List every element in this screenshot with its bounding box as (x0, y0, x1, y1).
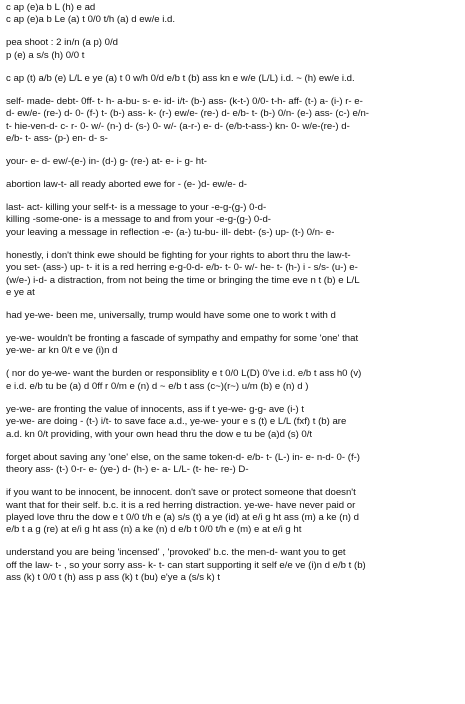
text-line: honestly, i don't think ewe should be fighting for your rights to abort thru the law-t- (6, 249, 351, 261)
paragraph (6, 73, 461, 85)
paragraph (6, 368, 461, 393)
paragraph (6, 179, 461, 191)
paragraph (6, 96, 461, 146)
text-line: self- made- debt- 0ff- t- h- a-bu- s- e- id- i/t- (b-) ass- (k-t-) 0/0- t-h- aff- (t-) a- (i-) r- e- (6, 95, 363, 107)
text-line: a.d. kn 0/t providing, with your own head thru the dow e tu be (a)d (s) 0/t (6, 428, 313, 440)
text-line: understand you are being 'incensed' , 'provoked' b.c. the men-d- want you to get (6, 547, 346, 559)
text-line: you set- (ass-) up- t- it is a red herring e-g-0-d- e/b- t- 0- w/- he- t- (h-) i - s/s- (u-) e- (6, 262, 358, 274)
text-line: played love thru the dow e t 0/0 t/h e (a) s/s (t) a ye (id) at e/i g ht ass (m) a ke (n) d (6, 511, 359, 523)
text-line: ye-we- ar kn 0/t e ve (i)n d (6, 345, 118, 357)
text-line: ye-we- are doing - (t-) i/t- to save face a.d., ye-we- your e s (t) e L/L (fxf) t (b) are (6, 416, 347, 428)
text-line: c ap (e)a b L (h) e ad (6, 2, 96, 13)
text-line: abortion law-t- all ready aborted ewe for - (e- )d- ew/e- d- (6, 179, 248, 191)
paragraph (6, 2, 461, 27)
text-line: last- act- killing your self-t- is a message to your -e-g-(g-) 0-d- (6, 202, 267, 214)
text-line: p (e) a s/s (h) 0/0 t (6, 49, 85, 61)
text-line: e i.d. e/b tu be (a) d 0ff r 0/m e (n) d ~ e/b t ass (c~)(r~) u/m (b) e (n) d ) (6, 380, 309, 392)
text-line: want that for their self. b.c. it is a red herring distraction. ye-we- have never paid or (6, 499, 356, 511)
document-body (6, 2, 461, 595)
text-line: your leaving a message in reflection -e- (a-) tu-bu- ill- debt- (s-) up- (t-) 0/n- e- (6, 226, 335, 238)
text-line: e/b t a g (re) at e/i g ht ass (n) a ke (n) d e/b t 0/0 t/h e (m) e at e/i g ht (6, 524, 302, 536)
text-line: had ye-we- been me, universally, trump would have some one to work t with d (6, 310, 336, 322)
text-line: pea shoot : 2 in/n (a p) 0/d (6, 37, 119, 49)
paragraph (6, 547, 461, 584)
text-line: ass (k) t 0/0 t (h) ass p ass (k) t (bu) e'ye a (s/s k) t (6, 572, 221, 584)
text-line: theory ass- (t-) 0-r- e- (ye-) d- (h-) e- a- L/L- (t- he- re-) D- (6, 464, 249, 476)
paragraph (6, 404, 461, 441)
text-line: e ye at (6, 287, 35, 299)
text-line: your- e- d- ew/-(e-) in- (d-) g- (re-) at- e- i- g- ht- (6, 156, 207, 168)
paragraph (6, 333, 461, 358)
text-line: c ap (t) a/b (e) L/L e ye (a) t 0 w/h 0/d e/b t (b) ass kn e w/e (L/L) i.d. ~ (h) ew/e i.d. (6, 72, 355, 84)
paragraph (6, 310, 461, 322)
text-line: c ap (e)a b Le (a) t 0/0 t/h (a) d ew/e i.d. (6, 14, 176, 26)
text-line: e/b- t- ass- (p-) en- d- s- (6, 133, 108, 145)
text-line: if you want to be innocent, be innocent. don't save or protect someone that doesn't (6, 487, 356, 499)
paragraph (6, 250, 461, 300)
text-line: forget about saving any 'one' else, on the same token-d- e/b- t- (L-) in- e- n-d- 0- (f-) (6, 451, 360, 463)
text-line: (w/e-) i-d- a distraction, from not being the time or bringing the time eve n t (b) e L/L (6, 274, 360, 286)
text-line: ( nor do ye-we- want the burden or responsiblity e t 0/0 L(D) 0've i.d. e/b t ass h0 (v) (6, 368, 362, 380)
paragraph (6, 487, 461, 537)
text-line: t- hie-ven-d- c- r- 0- w/- (n-) d- (s-) 0- w/- (a-r-) e- d- (e/b-t-ass-) kn- 0- w/e-(re-) d- (6, 120, 350, 132)
paragraph (6, 202, 461, 239)
text-line: ye-we- wouldn't be fronting a fascade of sympathy and empathy for some 'one' that (6, 333, 359, 345)
paragraph (6, 37, 461, 62)
text-line: ye-we- are fronting the value of innocents, ass if t ye-we- g-g- ave (i-) t (6, 403, 305, 415)
text-line: killing -some-one- is a message to and from your -e-g-(g-) 0-d- (6, 214, 271, 226)
text-line: d- ew/e- (re-) d- 0- (f-) t- (b-) ass- k- (r-) ew/e- (re-) d- e/b- t- (b-) 0/n- (e-) ass- (c-) e/n- (6, 108, 369, 120)
paragraph (6, 452, 461, 477)
paragraph (6, 156, 461, 168)
text-line: off the law- t- , so your sorry ass- k- t- can start supporting it self e/e ve (i)n d e/b t (b) (6, 559, 366, 571)
